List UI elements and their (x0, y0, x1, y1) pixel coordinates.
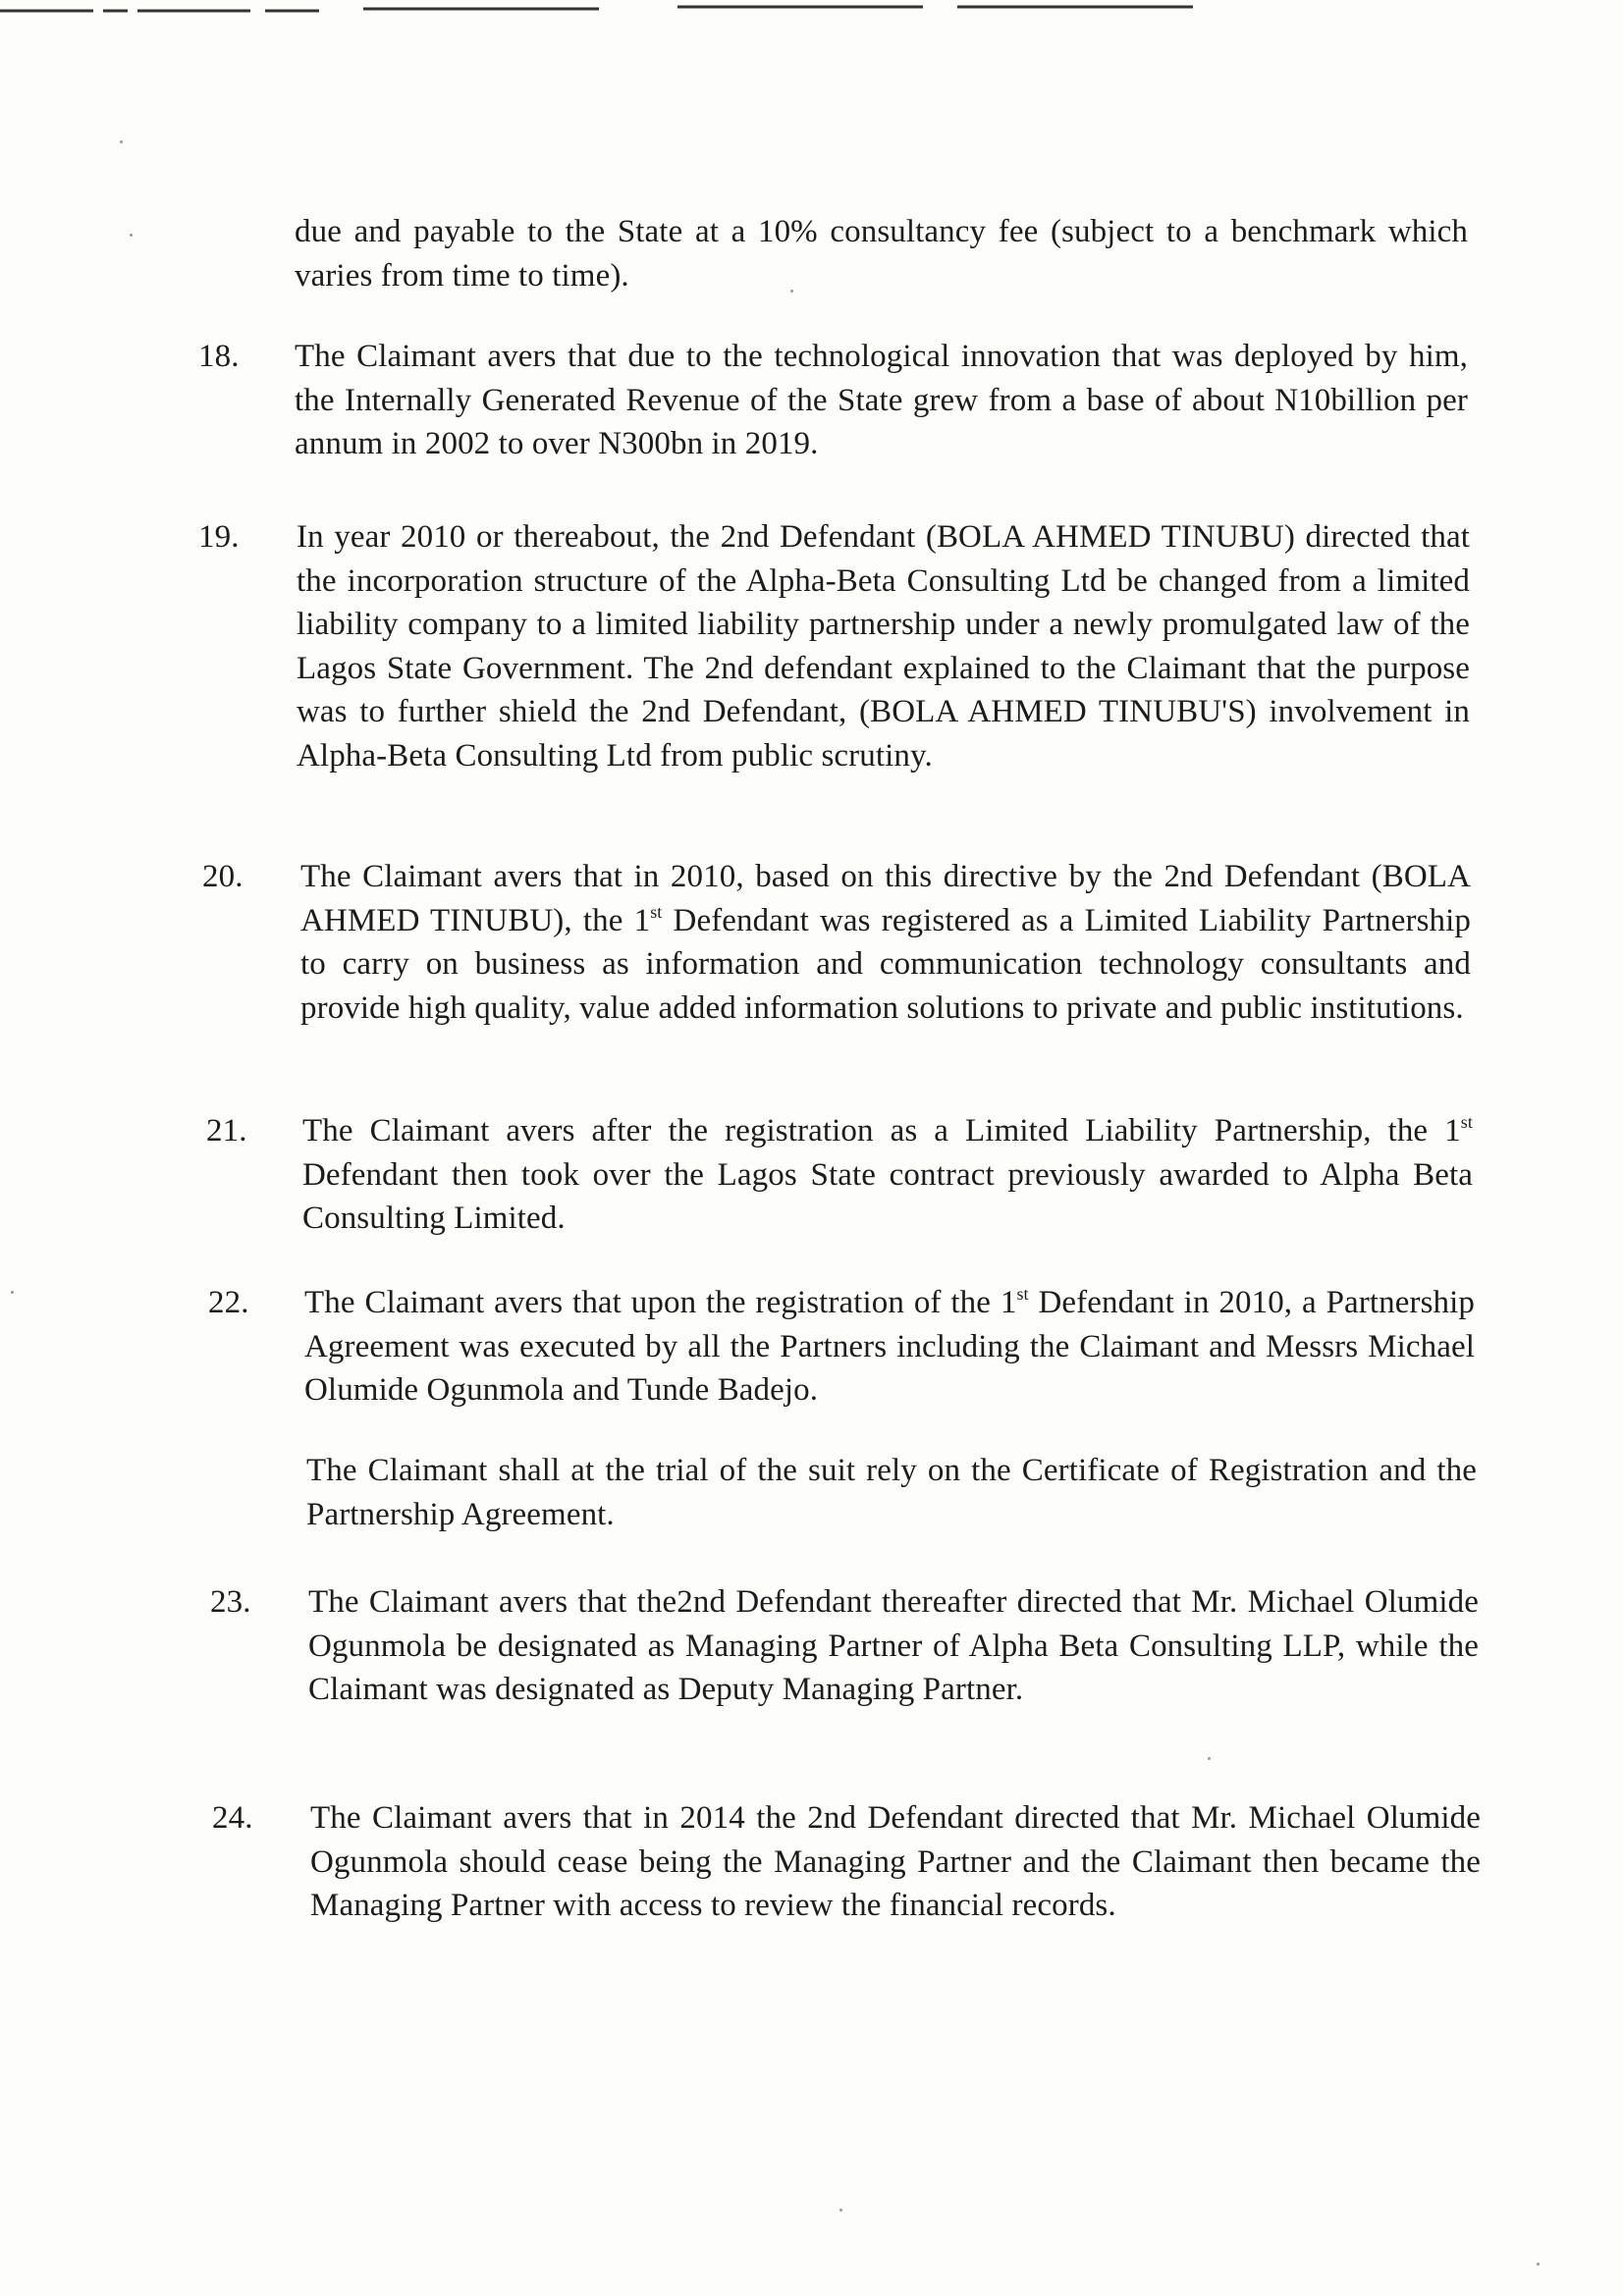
scan-speck (120, 140, 123, 143)
ordinal-suffix: st (1016, 1284, 1029, 1304)
ordinal-suffix: st (1460, 1112, 1473, 1132)
scan-speck (1537, 2263, 1540, 2266)
paragraph-text-b: Defendant then took over the Lagos State contract previously awarded to Alpha Beta Consulting Limited. (302, 1156, 1473, 1236)
scan-speck (11, 1291, 14, 1294)
paragraph-22 (208, 1281, 1475, 1413)
paragraph-number: 22. (208, 1285, 249, 1320)
paragraph-text: The Claimant shall at the trial of the suit rely on the Certificate of Registration and the Partnership Agreement. (306, 1453, 1477, 1532)
paragraph-24 (212, 1796, 1481, 1928)
scan-speck (839, 2209, 842, 2212)
paragraph-text-a: The Claimant avers that in 2010, based on this directive by the 2nd Defendant (BOLA AHMED TINUBU), the 1 (300, 859, 1471, 938)
paragraph-number: 19. (198, 519, 240, 555)
paragraph-text: In year 2010 or thereabout, the 2nd Defendant (BOLA AHMED TINUBU) directed that the incorporation structure of the Alpha-Beta Consulting Ltd be changed from a limited liability company to a limited liability partnership under a newly promulgated law of the Lagos State Government. The 2nd defendant explained to the Claimant that the purpose was to further shield the 2nd Defendant, (BOLA AHMED TINUBU'S) involvement in Alpha-Beta Consulting Ltd from public scrutiny. (297, 519, 1470, 774)
paragraph-continuation (295, 210, 1468, 297)
paragraph-19 (198, 515, 1470, 777)
paragraph-text: due and payable to the State at a 10% consultancy fee (subject to a benchmark which varies from time to time). (295, 214, 1468, 294)
paragraph-18 (198, 335, 1468, 466)
scan-speck (130, 234, 133, 237)
ordinal-suffix: st (650, 901, 663, 922)
paragraph-number: 18. (198, 339, 240, 374)
paragraph-text-a: The Claimant avers that upon the registration of the 1 (304, 1285, 1017, 1320)
paragraph-21 (206, 1109, 1473, 1241)
paragraph-text: The Claimant avers that due to the technological innovation that was deployed by him, the Internally Generated Revenue of the State grew from a base of about N10billion per annum in 2002 to over N300bn in 2019. (295, 339, 1468, 461)
paragraph-number: 20. (202, 859, 243, 894)
paragraph-text-a: The Claimant avers after the registration as a Limited Liability Partnership, the 1 (302, 1113, 1461, 1148)
scan-speck (790, 290, 793, 293)
paragraph-text-b: Defendant was registered as a Limited Liability Partnership to carry on business as information and communication technology consultants and provide high quality, value added information solutions to private and public institutions. (300, 902, 1472, 1026)
paragraph-text: The Claimant avers that the2nd Defendant thereafter directed that Mr. Michael Olumide Ogunmola be designated as Managing Partner of Alpha Beta Consulting LLP, while the Claimant was designated as Deputy Managing Partner. (308, 1584, 1479, 1707)
paragraph-number: 24. (212, 1800, 253, 1836)
paragraph-text: The Claimant avers that in 2014 the 2nd Defendant directed that Mr. Michael Olumide Ogunmola should cease being the Managing Partner and the Claimant then became the Managing Partner with access to review the financial records. (310, 1800, 1481, 1923)
paragraph-number: 21. (206, 1113, 247, 1148)
scan-speck (1208, 1757, 1211, 1760)
paragraph-23 (210, 1580, 1479, 1712)
paragraph-22-continuation (306, 1449, 1477, 1536)
top-scan-artifact-rule (0, 0, 1623, 14)
paragraph-number: 23. (210, 1584, 251, 1620)
paragraph-20 (202, 855, 1472, 1030)
paragraph-text-b: Defendant in 2010, a Partnership Agreement was executed by all the Partners including the Claimant and Messrs Michael Olumide Ogunmola and Tunde Badejo. (304, 1285, 1475, 1408)
